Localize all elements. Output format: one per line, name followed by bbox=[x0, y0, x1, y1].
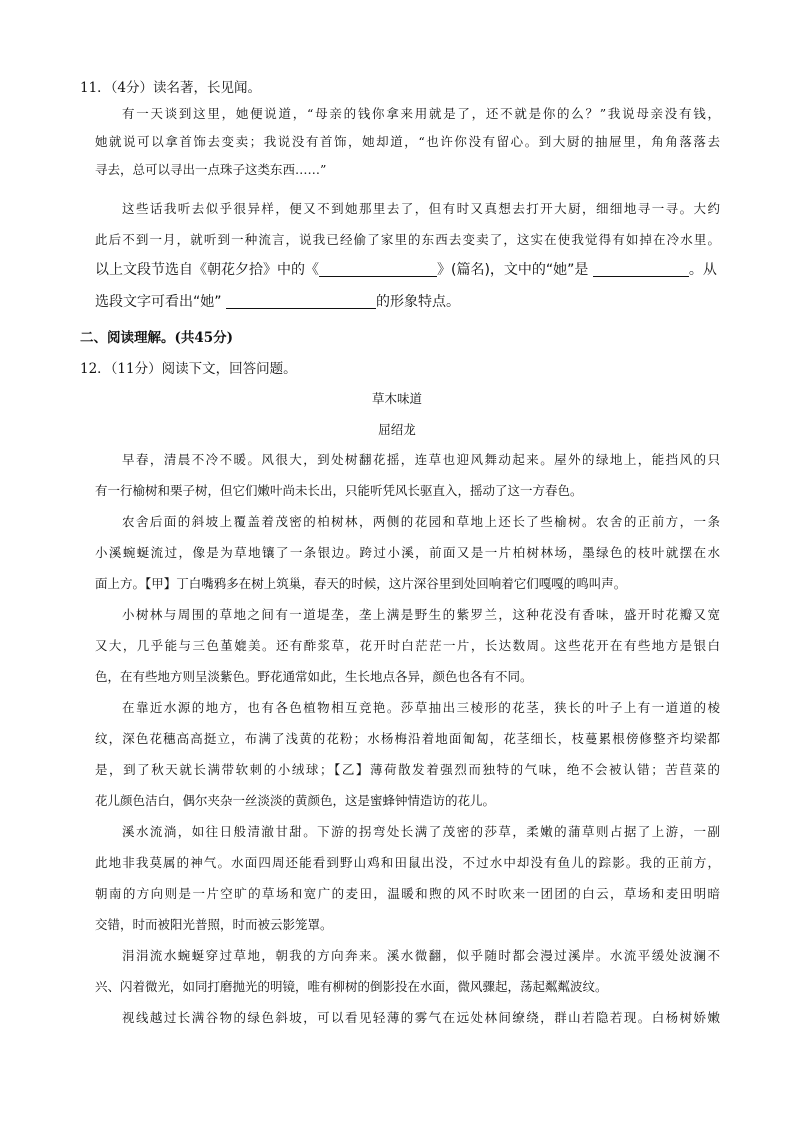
trait-blank[interactable] bbox=[226, 292, 376, 309]
q11-passage-line-3: 寻去，总可以寻出一点珠子这类东西……” bbox=[95, 162, 327, 177]
article-line-8: 色，在有些地方则呈淡紫色。野花通常如此，生长地点各异，颜色也各有不同。 bbox=[95, 669, 533, 684]
article-line-6: 小树林与周围的草地之间有一道堤垄，垄上满是野生的紫罗兰，这种花没有香味，盛开时花瓣又宽 bbox=[122, 607, 720, 622]
q11-question-line-2 bbox=[95, 288, 460, 316]
q11-question-line-1 bbox=[95, 256, 717, 284]
q11-question-part-e: 的形象特点。 bbox=[375, 294, 460, 310]
article-line-13: 溪水流淌，如往日般清澈甘甜。下游的拐弯处长满了茂密的莎草，柔嫩的蒲草则占据了上游，一副 bbox=[122, 824, 720, 839]
article-line-17: 涓涓流水蜿蜒穿过草地，朝我的方向奔来。溪水微翻，似乎随时都会漫过溪岸。水流平缓处波澜不 bbox=[122, 948, 720, 963]
article-line-5: 面上方。【甲】丁白嘴鸦多在树上筑巢，春天的时候，这片深谷里到处回响着它们嘎嘎的鸣叫声。 bbox=[95, 576, 627, 591]
article-line-1: 早春，清晨不冷不暖。风很大，到处树翻花摇，连草也迎风舞动起来。屋外的绿地上，能挡风的只 bbox=[122, 452, 720, 467]
article-line-19: 视线越过长满谷物的绿色斜坡，可以看见轻薄的雾气在远处林间缭绕，群山若隐若现。白杨树娇嫩 bbox=[122, 1010, 720, 1025]
q11-question-part-c: 。从 bbox=[688, 262, 717, 278]
question-12-heading: 12．（11分）阅读下文，回答问题。 bbox=[80, 361, 297, 377]
article-line-12: 花儿颜色洁白，偶尔夹杂一丝淡淡的黄颜色，这是蜜蜂钟情造访的花儿。 bbox=[95, 793, 496, 808]
essay-title-blank[interactable] bbox=[319, 260, 437, 277]
article-line-10: 纹，深色花穗高高挺立，布满了浅黄的花粉；水杨梅沿着地面匍匐，花茎细长，枝蔓累根傍修整齐均梁都 bbox=[95, 731, 720, 746]
q11-passage-line-2: 她就说可以拿首饰去变卖；我说没有首饰，她却道，“也许你没有留心。到大厨的抽屉里，角角落落去 bbox=[95, 134, 720, 149]
article-line-7: 又大，几乎能与三色堇媲美。还有酢浆草，花开时白茫茫一片，长达数周。这些花开在有些地方是银白 bbox=[95, 638, 720, 653]
q11-question-part-d: 选段文字可看出“她” bbox=[95, 294, 222, 310]
character-blank[interactable] bbox=[593, 260, 689, 277]
q11-passage-line-1: 有一天谈到这里，她便说道，“母亲的钱你拿来用就是了，还不就是你的么？”我说母亲没有钱， bbox=[122, 106, 720, 121]
section-2-heading: 二、阅读理解。(共45分) bbox=[80, 330, 234, 346]
article-line-3: 农舍后面的斜坡上覆盖着茂密的柏树林，两侧的花园和草地上还长了些榆树。农舍的正前方，一条 bbox=[122, 514, 720, 529]
question-11-heading: 11．（4分）读名著，长见闻。 bbox=[80, 80, 262, 96]
article-line-15: 朝南的方向则是一片空旷的草场和宽广的麦田，温暖和煦的风不时吹来一团团的白云，草场和麦田明暗 bbox=[95, 886, 720, 901]
q11-question-part-a: 以上文段节选自《朝花夕拾》中的《 bbox=[95, 262, 319, 278]
article-title: 草木味道 bbox=[371, 391, 422, 406]
q11-passage-line-5: 此后不到一月，就听到一种流言，说我已经偷了家里的东西去变卖了，这实在使我觉得有如掉在冷水里。 bbox=[95, 232, 720, 247]
article-line-9: 在靠近水源的地方，也有各色植物相互竞艳。莎草抽出三棱形的花茎，狭长的叶子上有一道道的棱 bbox=[122, 700, 720, 715]
q11-passage-line-4: 这些话我听去似乎很异样，便又不到她那里去了，但有时又真想去打开大厨，细细地寻一寻。大约 bbox=[122, 201, 720, 216]
q11-question-part-b: 》(篇名)，文中的“她”是 bbox=[437, 262, 589, 278]
article-author: 屈绍龙 bbox=[378, 422, 416, 437]
article-line-4: 小溪蜿蜒流过，像是为草地镶了一条银边。跨过小溪，前面又是一片柏树林场，墨绿色的枝叶就摆在水 bbox=[95, 545, 720, 560]
article-line-14: 此地非我莫属的神气。水面四周还能看到野山鸡和田鼠出没，不过水中却没有鱼儿的踪影。我的正前方， bbox=[95, 855, 720, 870]
article-line-18: 兴、闪着微光，如同打磨抛光的明镜，唯有柳树的倒影投在水面，微风骤起，荡起粼粼波纹。 bbox=[95, 979, 608, 994]
article-line-11: 是，到了秋天就长满带软刺的小绒球；【乙】薄荷散发着强烈而独特的气味，绝不会被认错；苦苣菜的 bbox=[95, 762, 720, 777]
article-line-16: 交错，时而被阳光普照，时而被云影笼罩。 bbox=[95, 917, 333, 932]
article-line-2: 有一行榆树和栗子树，但它们嫩叶尚未长出，只能听凭风长驱直入，摇动了这一方春色。 bbox=[95, 483, 583, 498]
